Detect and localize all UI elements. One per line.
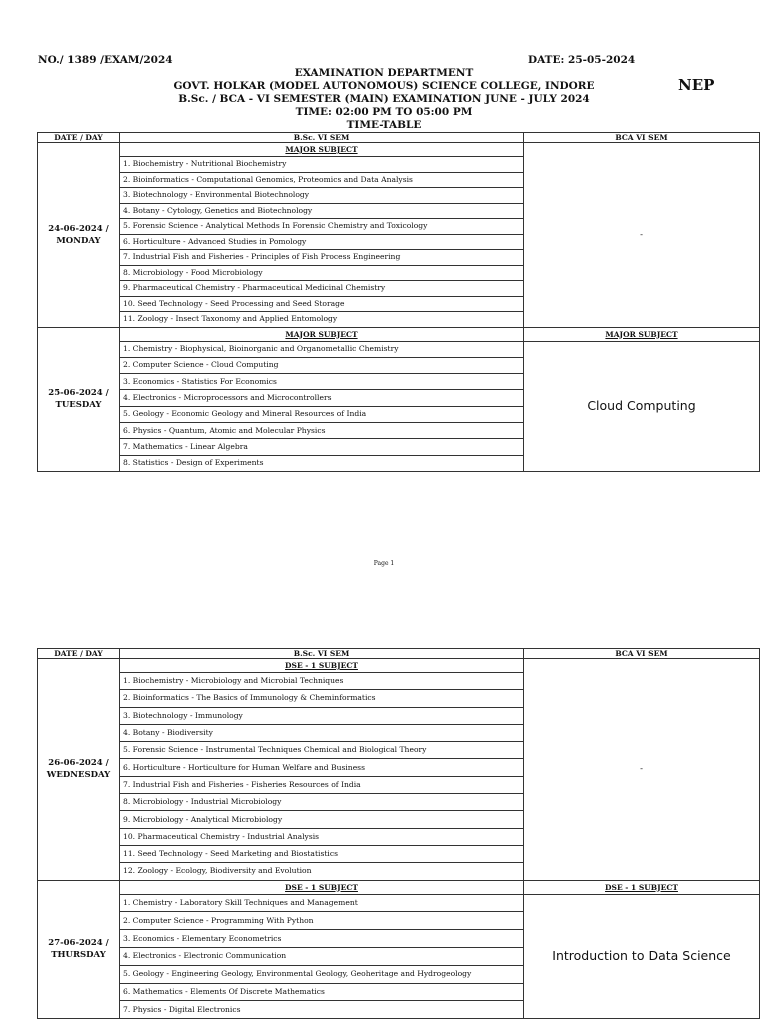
subject-row: 6. Horticulture - Horticulture for Human Welfare and Business [120,759,524,776]
bca-subject-heading: MAJOR SUBJECT [524,327,760,341]
bca-subject-heading: DSE - 1 SUBJECT [524,880,760,894]
subject-group-heading: MAJOR SUBJECT [120,327,524,341]
exam-time: TIME: 02:00 PM TO 05:00 PM [295,106,473,118]
col-bsc: B.Sc. VI SEM [120,133,524,143]
subject-row: 3. Biotechnology - Immunology [120,707,524,724]
subject-row: 1. Biochemistry - Microbiology and Microbial Techniques [120,673,524,690]
subject-row: 9. Pharmaceutical Chemistry - Pharmaceutical Medicinal Chemistry [120,281,524,297]
subject-row: 8. Statistics - Design of Experiments [120,455,524,471]
subject-row: 1. Chemistry - Laboratory Skill Techniques and Management [120,894,524,912]
subject-row: 7. Physics - Digital Electronics [120,1001,524,1019]
department-title: EXAMINATION DEPARTMENT [294,67,474,79]
subject-row: 1. Chemistry - Biophysical, Bioinorganic and Organometallic Chemistry [120,341,524,357]
subject-row: 5. Geology - Economic Geology and Mineral Resources of India [120,406,524,422]
issue-date: DATE: 25-05-2024 [528,54,636,66]
timetable-page-2 [37,648,760,1019]
exam-date: 27-06-2024 / [48,938,109,949]
subject-row: 5. Forensic Science - Analytical Methods In Forensic Chemistry and Toxicology [120,219,524,235]
subject-group-heading: DSE - 1 SUBJECT [120,659,524,673]
subject-row: 3. Biotechnology - Environmental Biotechnology [120,188,524,204]
subject-row: 4. Botany - Biodiversity [120,724,524,741]
exam-date: 25-06-2024 / [48,388,109,399]
col-date-day: DATE / DAY [38,649,120,659]
subject-row: 11. Zoology - Insect Taxonomy and Applied Entomology [120,312,524,328]
subject-row: 6. Mathematics - Elements Of Discrete Mathematics [120,983,524,1001]
subject-row: 1. Biochemistry - Nutritional Biochemistry [120,157,524,173]
exam-day-cell [38,880,120,1019]
table-header-row [38,133,760,143]
subject-row: 4. Botany - Cytology, Genetics and Biotechnology [120,203,524,219]
bca-cell: - [524,143,760,328]
subject-row: 7. Industrial Fish and Fisheries - Fisheries Resources of India [120,776,524,793]
col-bca: BCA VI SEM [524,649,760,659]
bca-cell: Cloud Computing [524,341,760,471]
subject-row: 2. Bioinformatics - The Basics of Immunology & Cheminformatics [120,690,524,707]
subject-row: 10. Seed Technology - Seed Processing and Seed Storage [120,296,524,312]
subject-row: 9. Microbiology - Analytical Microbiology [120,811,524,828]
subject-row: 3. Economics - Elementary Econometrics [120,930,524,948]
subject-row: 7. Mathematics - Linear Algebra [120,439,524,455]
exam-weekday: TUESDAY [55,400,102,411]
exam-day-cell [38,143,120,328]
col-bca: BCA VI SEM [524,133,760,143]
col-date-day: DATE / DAY [38,133,120,143]
subject-row: 11. Seed Technology - Seed Marketing and Biostatistics [120,845,524,862]
page-number: Page 1 [373,560,395,567]
subject-row: 2. Bioinformatics - Computational Genomics, Proteomics and Data Analysis [120,172,524,188]
subject-row: 4. Electronics - Electronic Communication [120,947,524,965]
nep-label: NEP [678,76,715,94]
subject-row: 6. Physics - Quantum, Atomic and Molecular Physics [120,422,524,438]
subject-row: 5. Forensic Science - Instrumental Techniques Chemical and Biological Theory [120,742,524,759]
subject-row: 12. Zoology - Ecology, Biodiversity and Evolution [120,863,524,880]
timetable-heading: TIME-TABLE [346,119,422,131]
exam-day-cell [38,659,120,881]
subject-group-heading: DSE - 1 SUBJECT [120,880,524,894]
subject-row: 3. Economics - Statistics For Economics [120,374,524,390]
exam-date: 26-06-2024 / [48,758,109,769]
college-name: GOVT. HOLKAR (MODEL AUTONOMOUS) SCIENCE COLLEGE, INDORE [173,80,595,92]
subject-row: 4. Electronics - Microprocessors and Microcontrollers [120,390,524,406]
subject-row: 6. Horticulture - Advanced Studies in Pomology [120,234,524,250]
subject-row: 10. Pharmaceutical Chemistry - Industrial Analysis [120,828,524,845]
exam-title: B.Sc. / BCA - VI SEMESTER (MAIN) EXAMINATION JUNE - JULY 2024 [178,93,590,105]
timetable-page-1 [37,132,760,472]
exam-date: 24-06-2024 / [48,223,109,234]
subject-row: 8. Microbiology - Industrial Microbiology [120,794,524,811]
exam-weekday: THURSDAY [51,950,106,961]
subject-row: 5. Geology - Engineering Geology, Environmental Geology, Geoheritage and Hydrogeology [120,965,524,983]
subject-row: 7. Industrial Fish and Fisheries - Principles of Fish Process Engineering [120,250,524,266]
exam-weekday: MONDAY [56,235,101,246]
exam-day-cell [38,327,120,471]
bca-cell: - [524,659,760,881]
subject-row: 2. Computer Science - Cloud Computing [120,357,524,373]
reference-number: NO./ 1389 /EXAM/2024 [38,54,173,66]
subject-group-heading: MAJOR SUBJECT [120,143,524,157]
col-bsc: B.Sc. VI SEM [120,649,524,659]
subject-row: 8. Microbiology - Food Microbiology [120,265,524,281]
bca-cell: Introduction to Data Science [524,894,760,1019]
table-header-row [38,649,760,659]
exam-weekday: WEDNESDAY [46,770,111,781]
subject-row: 2. Computer Science - Programming With Python [120,912,524,930]
